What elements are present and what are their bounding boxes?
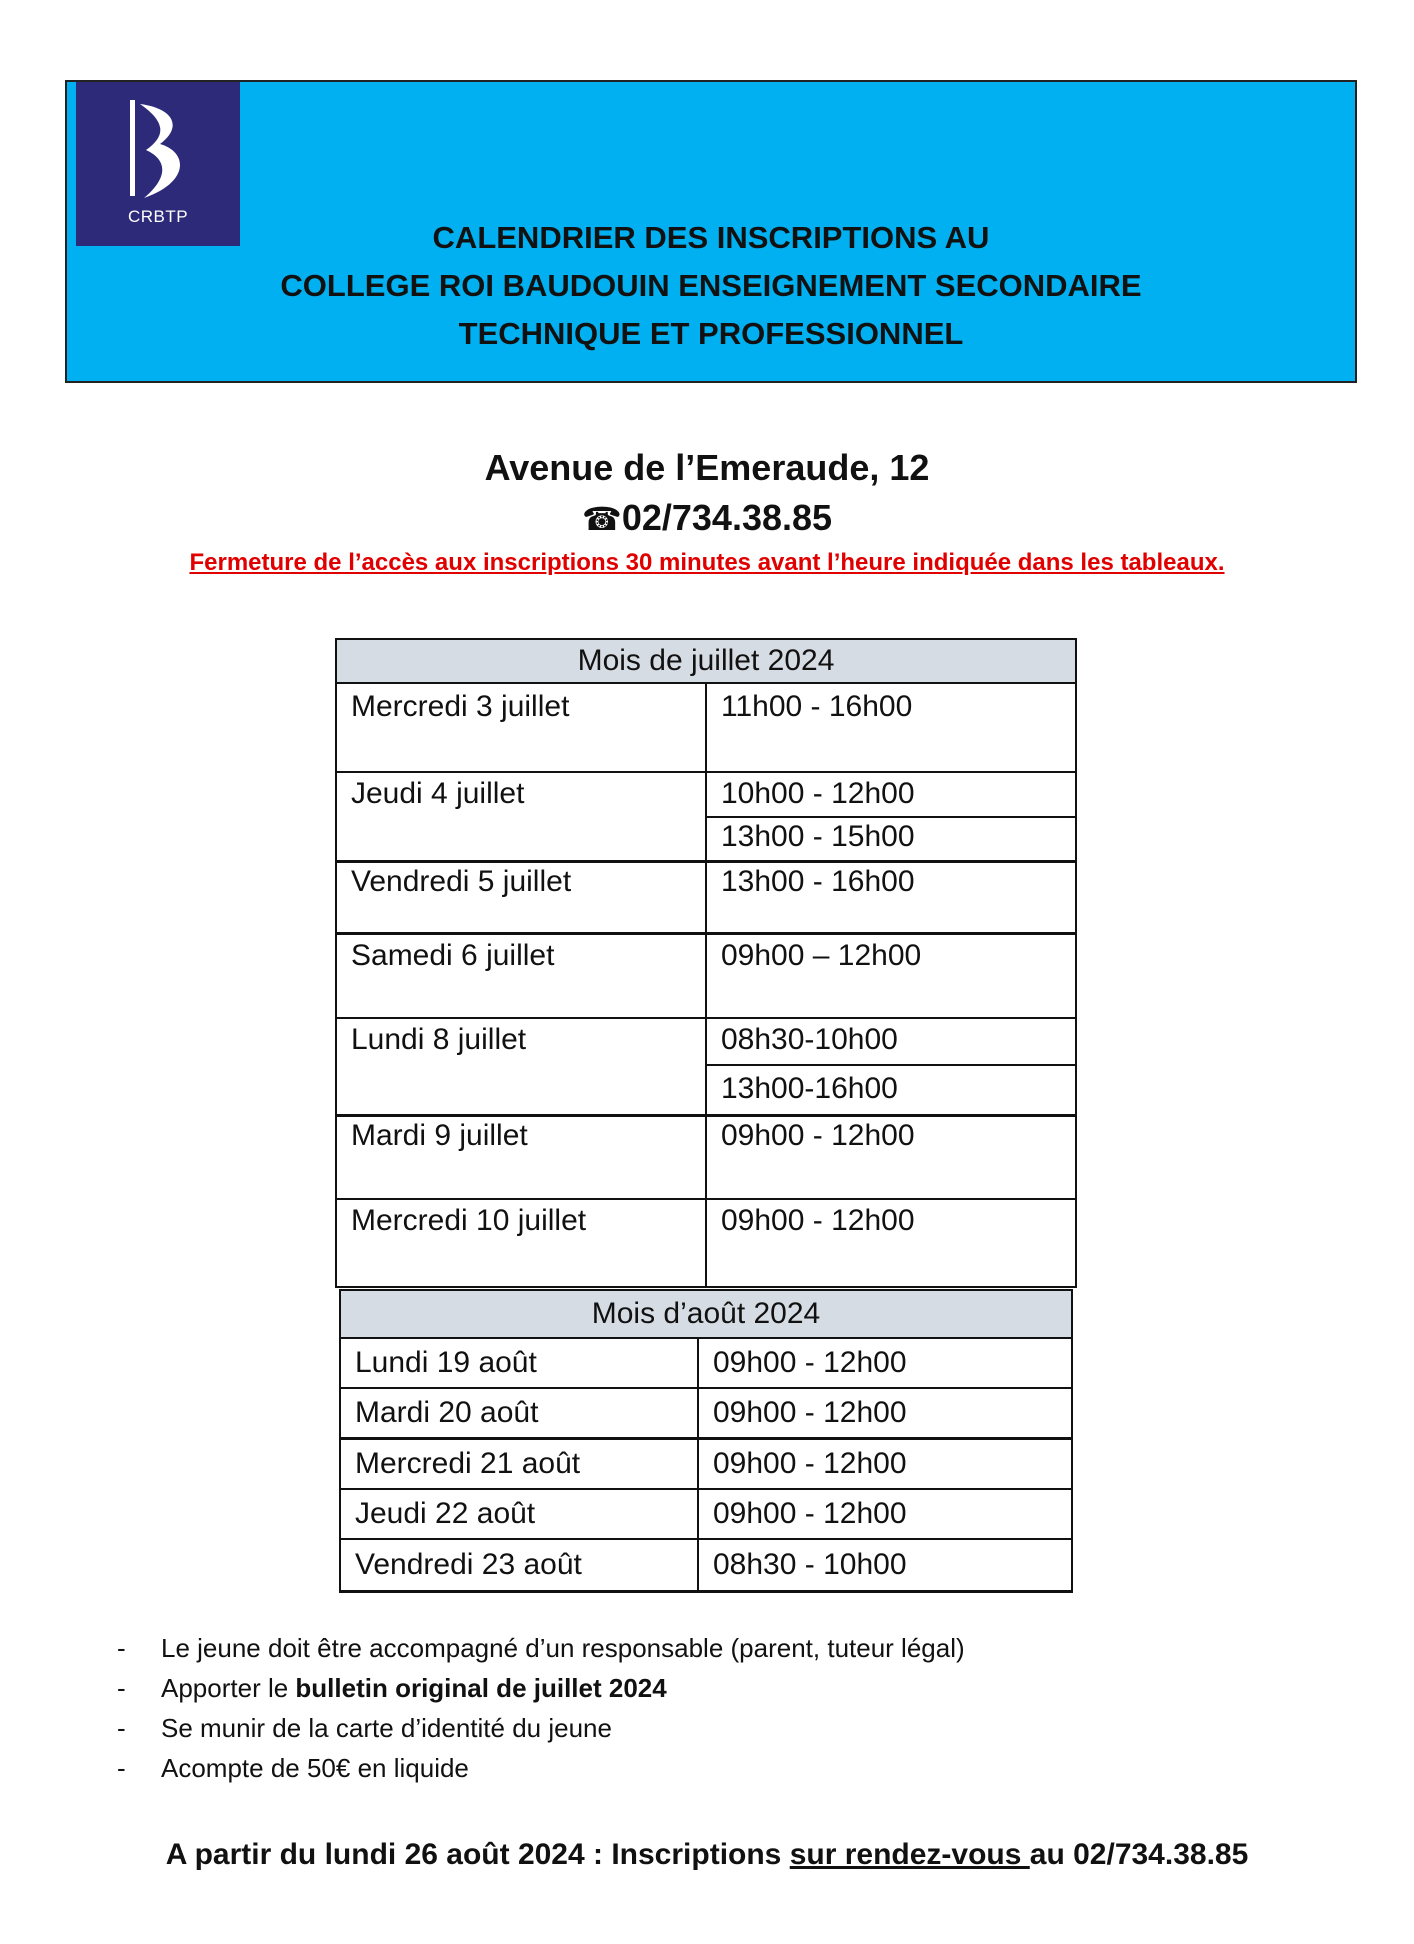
note-text: Le jeune doit être accompagné d’un responsable (parent, tuteur légal) <box>161 1633 965 1663</box>
note-bold: bulletin original de juillet 2024 <box>295 1673 667 1703</box>
note-text: Se munir de la carte d’identité du jeune <box>161 1713 612 1743</box>
appointment-footer <box>0 1838 1414 1872</box>
day-cell: Mercredi 21 août <box>340 1438 698 1489</box>
time-cell: 11h00 - 16h00 <box>706 683 1076 772</box>
table-row <box>336 861 1076 933</box>
time-cell: 08h30 - 10h00 <box>698 1539 1072 1591</box>
table-row <box>340 1489 1072 1539</box>
time-cell: 09h00 - 12h00 <box>698 1338 1072 1388</box>
table-row <box>340 1438 1072 1489</box>
note-text: Acompte de 50€ en liquide <box>161 1753 469 1783</box>
table-row <box>336 1199 1076 1287</box>
day-cell: Jeudi 22 août <box>340 1489 698 1539</box>
time-cell: 09h00 - 12h00 <box>706 1115 1076 1199</box>
title-line-3: TECHNIQUE ET PROFESSIONNEL <box>458 316 964 351</box>
footer-suffix: au 02/734.38.85 <box>1029 1838 1249 1871</box>
day-cell: Mercredi 3 juillet <box>336 683 706 772</box>
day-cell: Lundi 8 juillet <box>336 1018 706 1115</box>
day-cell: Vendredi 5 juillet <box>336 861 706 933</box>
time-cell: 13h00-16h00 <box>706 1065 1076 1115</box>
footer-prefix: A partir du lundi 26 août 2024 : Inscriptions <box>165 1838 790 1871</box>
july-schedule-table <box>335 638 1077 1288</box>
footer-underlined: sur rendez-vous <box>789 1838 1030 1871</box>
time-cell: 09h00 – 12h00 <box>706 933 1076 1018</box>
day-cell: Mardi 20 août <box>340 1388 698 1438</box>
day-cell: Mardi 9 juillet <box>336 1115 706 1199</box>
note-text <box>161 1668 667 1708</box>
time-cell: 08h30-10h00 <box>706 1018 1076 1065</box>
title-line-1: CALENDRIER DES INSCRIPTIONS AU <box>432 220 990 255</box>
day-cell: Jeudi 4 juillet <box>336 772 706 861</box>
time-cell: 10h00 - 12h00 <box>706 772 1076 817</box>
note-prefix: Apporter le <box>161 1673 296 1703</box>
august-schedule-table <box>339 1289 1073 1593</box>
phone-number: 02/734.38.85 <box>621 497 833 538</box>
time-cell: 09h00 - 12h00 <box>698 1438 1072 1489</box>
table-row <box>336 933 1076 1018</box>
day-cell: Vendredi 23 août <box>340 1539 698 1591</box>
table-row <box>340 1539 1072 1591</box>
time-cell: 13h00 - 16h00 <box>706 861 1076 933</box>
table-row <box>340 1388 1072 1438</box>
table-row <box>336 1115 1076 1199</box>
list-dash: - <box>117 1753 126 1783</box>
logo-text: CRBTP <box>127 207 189 226</box>
telephone-icon: ☎ <box>581 501 622 537</box>
time-cell: 09h00 - 12h00 <box>706 1199 1076 1287</box>
table-header: Mois d’août 2024 <box>340 1290 1072 1338</box>
list-dash: - <box>117 1673 126 1703</box>
header-banner <box>65 80 1357 383</box>
closing-warning: Fermeture de l’accès aux inscriptions 30 minutes avant l’heure indiquée dans les tableaux. <box>189 549 1225 576</box>
time-cell: 13h00 - 15h00 <box>706 817 1076 861</box>
phone-line <box>0 496 1414 541</box>
table-row <box>340 1338 1072 1388</box>
time-cell: 09h00 - 12h00 <box>698 1388 1072 1438</box>
table-header: Mois de juillet 2024 <box>336 639 1076 683</box>
list-dash: - <box>117 1633 126 1663</box>
day-cell: Samedi 6 juillet <box>336 933 706 1018</box>
table-row <box>336 683 1076 772</box>
table-row <box>336 772 1076 817</box>
day-cell: Mercredi 10 juillet <box>336 1199 706 1287</box>
day-cell: Lundi 19 août <box>340 1338 698 1388</box>
page-title <box>67 214 1355 358</box>
title-line-2: COLLEGE ROI BAUDOUIN ENSEIGNEMENT SECONDAIRE <box>280 268 1142 303</box>
address: Avenue de l’Emeraude, 12 <box>484 447 930 488</box>
list-dash: - <box>117 1713 126 1743</box>
time-cell: 09h00 - 12h00 <box>698 1489 1072 1539</box>
table-row <box>336 1018 1076 1065</box>
